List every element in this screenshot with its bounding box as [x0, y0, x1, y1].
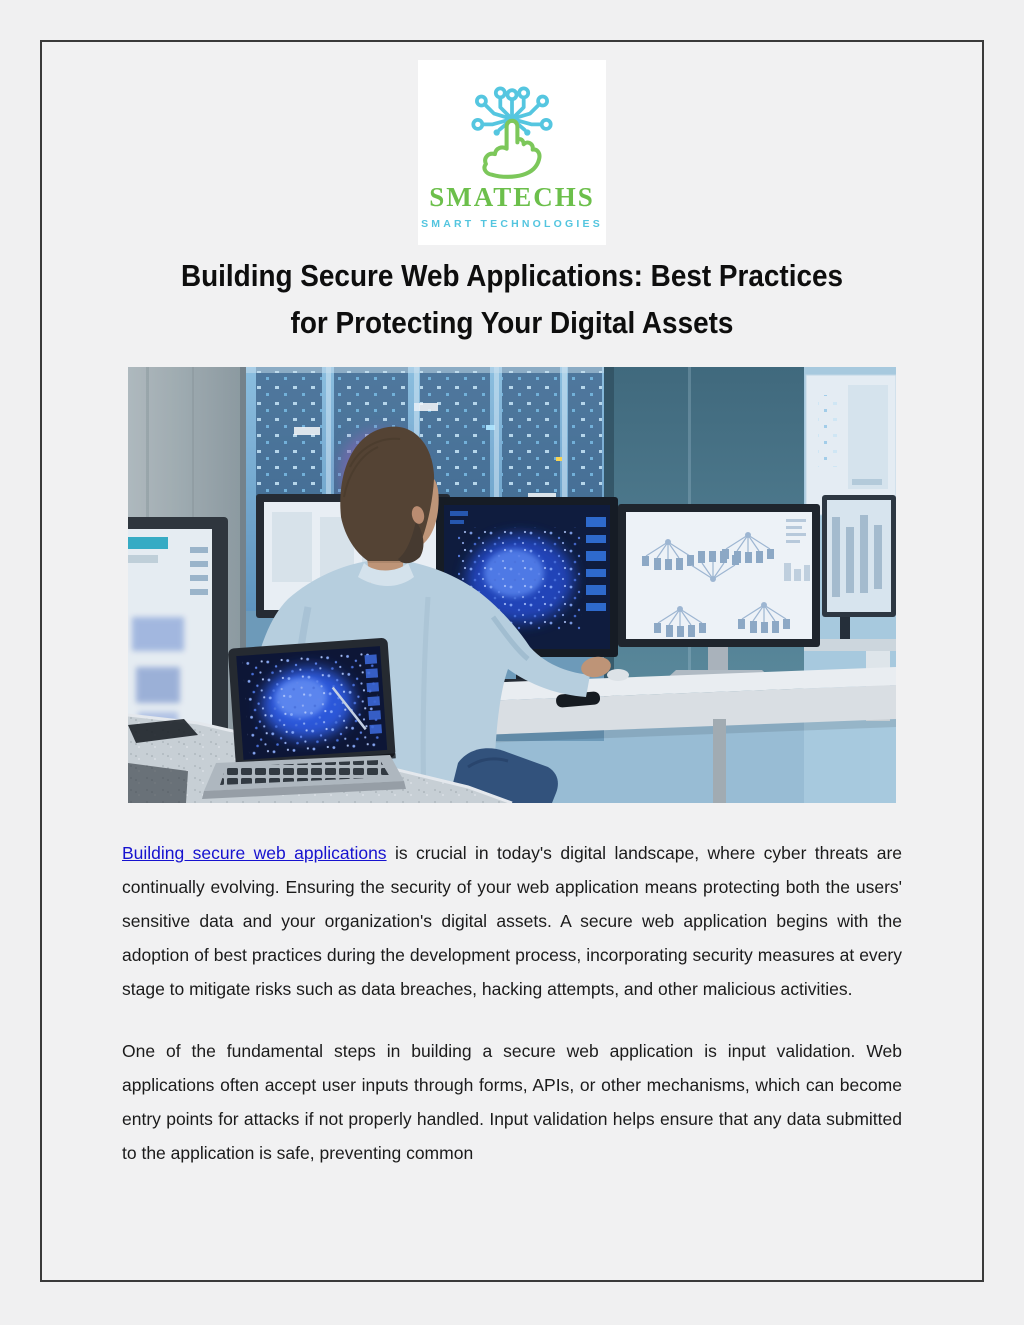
article-title: [42, 252, 982, 346]
article-title-line1: Building Secure Web Applications: Best Practices: [180, 258, 844, 293]
paragraph-2: One of the fundamental steps in building a secure web application is input validation. Web applications often accept user inputs through forms, APIs, or other mechanisms, which can become entry points for attacks if not properly handled. Input validation helps ensure that any data submitted to the application is safe, preventing common: [122, 1041, 902, 1163]
article-title-line2: for Protecting Your Digital Assets: [290, 305, 734, 340]
hero-image: [128, 367, 896, 803]
paragraph-1-text: is crucial in today's digital landscape, where cyber threats are continually evolving. Ensuring the security of your web application means protecting both the users' sensitive data and your organization's digital assets. A secure web application begins with the adoption of best practices during the development process, incorporating security measures at every stage to mitigate risks such as data breaches, hacking attempts, and other malicious activities.: [122, 843, 903, 999]
inline-link-building-secure-web-applications[interactable]: Building secure web applications: [122, 843, 387, 863]
brand-tagline: SMART TECHNOLOGIES: [421, 217, 603, 230]
hand-touch-network-icon: [458, 76, 566, 180]
logo: [418, 60, 606, 245]
document-page: [40, 40, 984, 1282]
article-body: [122, 836, 902, 1170]
brand-name: SMATECHS: [429, 181, 595, 212]
paragraph-1: [122, 836, 902, 1006]
